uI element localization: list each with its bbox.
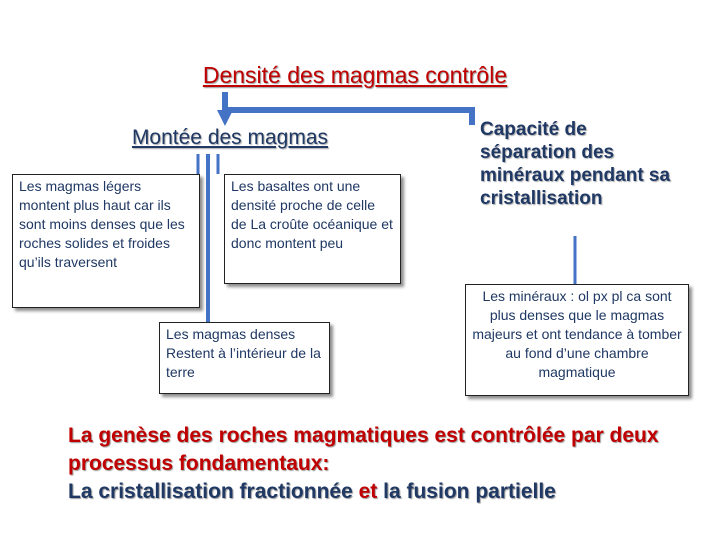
conjunction-and: et bbox=[358, 480, 378, 503]
light-magmas-box: Les magmas légers montent plus haut car ils sont moins denses que les roches solides et froides qu’ils traversent bbox=[12, 174, 200, 308]
conclusion-text bbox=[68, 422, 708, 506]
conclusion-line-2 bbox=[68, 478, 708, 506]
minerals-box: Les minéraux : ol px pl ca sont plus denses que le magmas majeurs et ont tendance à tomber au fond d’une chambre magmatique bbox=[465, 284, 689, 396]
partial-melting: la fusion partielle bbox=[383, 480, 556, 503]
arrow-to-subtitle bbox=[217, 110, 233, 126]
diagram-title: Densité des magmas contrôle bbox=[202, 62, 508, 88]
dense-magmas-box: Les magmas denses Restent à l’intérieur de la terre bbox=[159, 322, 330, 394]
fractional-crystallization: La cristallisation fractionnée bbox=[68, 480, 353, 503]
conclusion-line-1: La genèse des roches magmatiques est contrôlée par deux processus fondamentaux: bbox=[68, 424, 659, 475]
right-branch-heading: Capacité de séparation des minéraux pendant sa cristallisation bbox=[480, 119, 671, 209]
left-branch-heading: Montée des magmas bbox=[131, 126, 329, 149]
basalt-box: Les basaltes ont une densité proche de celle de La croûte océanique et donc montent peu bbox=[224, 174, 401, 284]
